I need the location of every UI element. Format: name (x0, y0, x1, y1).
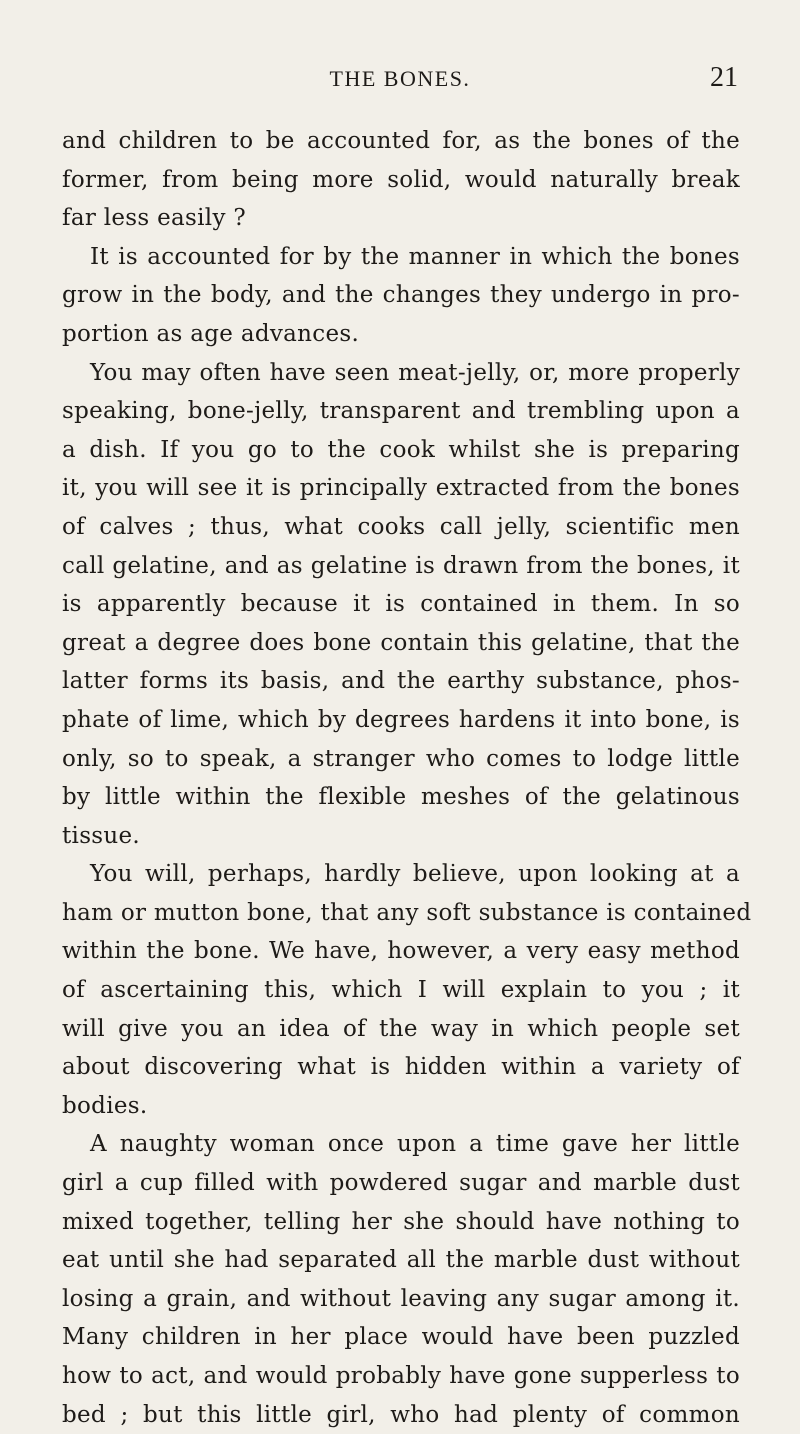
paragraph-start-line: A naughty woman once upon a time gave her little (90, 1131, 740, 1158)
text-line: it, you will see it is principally extracted from the bones (62, 475, 740, 502)
text-line: grow in the body, and the changes they undergo in pro- (62, 282, 740, 309)
paragraph-start-line: You will, perhaps, hardly believe, upon looking at a (90, 861, 740, 888)
text-line: girl a cup filled with powdered sugar and marble dust (62, 1170, 740, 1197)
running-title: THE BONES. (329, 66, 471, 91)
text-line: bed ; but this little girl, who had plenty of common (62, 1401, 740, 1428)
body-text (62, 122, 752, 1434)
text-line: great a degree does bone contain this gelatine, that the (62, 629, 740, 656)
text-line: portion as age advances. (62, 320, 360, 347)
text-line: speaking, bone-jelly, transparent and trembling upon a (62, 398, 740, 425)
text-line: only, so to speak, a stranger who comes to lodge little (62, 745, 740, 772)
text-line: latter forms its basis, and the earthy substance, phos- (62, 668, 740, 695)
text-line: tissue. (62, 822, 141, 849)
text-line: about discovering what is hidden within a variety of (62, 1054, 740, 1081)
text-line: former, from being more solid, would naturally break (62, 166, 740, 193)
text-line: and children to be accounted for, as the bones of the (62, 128, 740, 154)
text-line: how to act, and would probably have gone supperless to (62, 1363, 740, 1389)
text-line: far less easily ? (62, 205, 246, 232)
text-line: Many children in her place would have been puzzled (62, 1324, 740, 1351)
paragraph-start-line: It is accounted for by the manner in which the bones (90, 243, 740, 270)
text-line: of calves ; thus, what cooks call jelly, scientific men (62, 513, 740, 540)
text-line: eat until she had separated all the marble dust without (62, 1247, 740, 1274)
text-line: within the bone. We have, however, a very easy method (62, 938, 740, 965)
text-line: losing a grain, and without leaving any sugar among it. (62, 1285, 740, 1312)
paragraph-start-line: You may often have seen meat-jelly, or, more properly (90, 359, 740, 386)
page-number: 21 (710, 62, 738, 93)
text-line: phate of lime, which by degrees hardens it into bone, is (62, 706, 740, 733)
text-line: by little within the flexible meshes of the gelatinous (62, 784, 740, 811)
text-line: is apparently because it is contained in them. In so (62, 591, 740, 618)
text-line: bodies. (62, 1092, 148, 1119)
text-line: a dish. If you go to the cook whilst she is preparing (62, 436, 740, 463)
text-line: of ascertaining this, which I will explain to you ; it (62, 977, 740, 1004)
running-head (62, 62, 738, 100)
text-line: call gelatine, and as gelatine is drawn from the bones, it (62, 552, 740, 579)
text-line: mixed together, telling her she should have nothing to (62, 1208, 740, 1235)
text-line: will give you an idea of the way in which people set (62, 1015, 740, 1042)
text-line: ham or mutton bone, that any soft substance is contained (62, 899, 752, 926)
